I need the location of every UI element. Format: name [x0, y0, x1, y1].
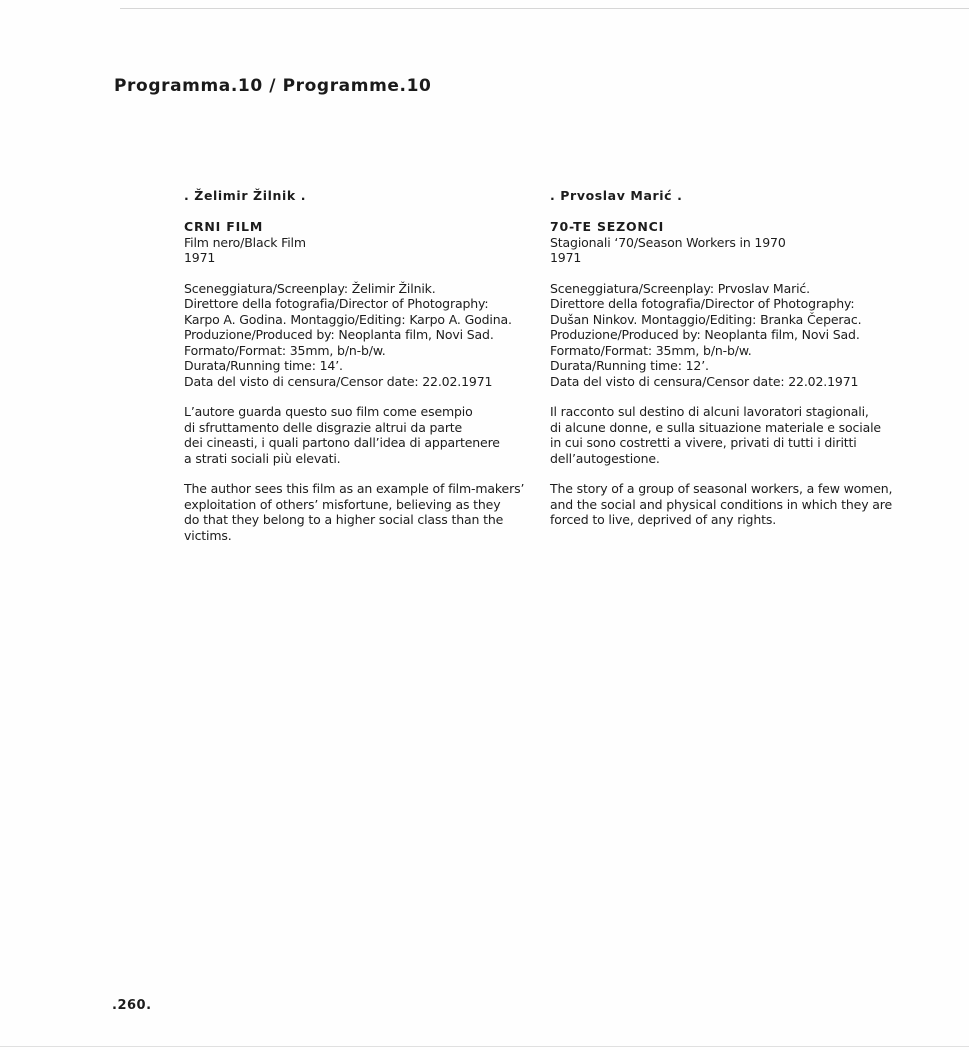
synopsis-english: [184, 481, 534, 543]
credit-line: Sceneggiatura/Screenplay: Prvoslav Marić.: [550, 280, 810, 296]
film-subtitle: Film nero/Black Film: [184, 234, 306, 250]
film-year: 1971: [184, 250, 216, 265]
page-number: .260.: [112, 998, 152, 1013]
bottom-divider: [0, 1046, 969, 1047]
synopsis-line: The story of a group of seasonal workers, a few women,: [550, 481, 893, 496]
synopsis-line: di sfruttamento delle disgrazie altrui da parte: [184, 419, 463, 435]
credit-line: Data del visto di censura/Censor date: 22.02.1971: [550, 373, 859, 389]
film-info: [184, 219, 534, 266]
credit-line: Direttore della fotografia/Director of Photography:: [550, 296, 855, 311]
page-title: Programma.10 / Programme.10: [114, 76, 432, 96]
synopsis-italian: [550, 404, 895, 466]
credit-line: Formato/Format: 35mm, b/n-b/w.: [550, 342, 752, 358]
director-name: . Želimir Žilnik .: [184, 188, 307, 203]
film-entry-left: [184, 188, 534, 543]
credit-line: Karpo A. Godina. Montaggio/Editing: Karpo A. Godina.: [184, 311, 512, 327]
synopsis-line: The author sees this film as an example of film-makers’: [184, 481, 525, 496]
synopsis-line: dei cineasti, i quali partono dall’idea di appartenere: [184, 435, 500, 450]
synopsis-italian: [184, 404, 534, 466]
synopsis-line: di alcune donne, e sulla situazione materiale e sociale: [550, 419, 881, 435]
synopsis-line: do that they belong to a higher social class than the: [184, 512, 504, 527]
synopsis-line: a strati sociali più elevati.: [184, 450, 341, 466]
synopsis-line: exploitation of others’ misfortune, believing as they: [184, 496, 501, 512]
credit-line: Dušan Ninkov. Montaggio/Editing: Branka Čeperac.: [550, 311, 862, 327]
film-info: [550, 219, 895, 266]
synopsis-line: L’autore guarda questo suo film come esempio: [184, 404, 473, 419]
credit-line: Formato/Format: 35mm, b/n-b/w.: [184, 342, 386, 358]
credit-line: Produzione/Produced by: Neoplanta film, Novi Sad.: [550, 327, 860, 342]
credit-line: Sceneggiatura/Screenplay: Želimir Žilnik.: [184, 280, 436, 296]
film-year: 1971: [550, 250, 582, 265]
credit-line: Durata/Running time: 12’.: [550, 358, 709, 373]
synopsis-line: and the social and physical conditions in which they are: [550, 496, 893, 512]
synopsis-line: in cui sono costretti a vivere, privati di tutti i diritti: [550, 435, 857, 450]
credit-line: Durata/Running time: 14’.: [184, 358, 343, 373]
synopsis-line: victims.: [184, 527, 232, 543]
synopsis-line: Il racconto sul destino di alcuni lavoratori stagionali,: [550, 404, 869, 419]
credit-line: Direttore della fotografia/Director of Photography:: [184, 296, 489, 311]
synopsis-english: [550, 481, 895, 528]
synopsis-line: dell’autogestione.: [550, 450, 660, 466]
film-title: CRNI FILM: [184, 219, 264, 234]
synopsis-line: forced to live, deprived of any rights.: [550, 512, 777, 527]
film-subtitle: Stagionali ‘70/Season Workers in 1970: [550, 234, 786, 250]
credit-line: Data del visto di censura/Censor date: 22.02.1971: [184, 373, 493, 389]
director-name: . Prvoslav Marić .: [550, 188, 683, 203]
film-credits: [184, 281, 534, 390]
film-entry-right: [550, 188, 895, 528]
top-divider: [120, 8, 969, 9]
film-title: 70-TE SEZONCI: [550, 219, 665, 234]
film-credits: [550, 281, 895, 390]
credit-line: Produzione/Produced by: Neoplanta film, Novi Sad.: [184, 327, 494, 342]
